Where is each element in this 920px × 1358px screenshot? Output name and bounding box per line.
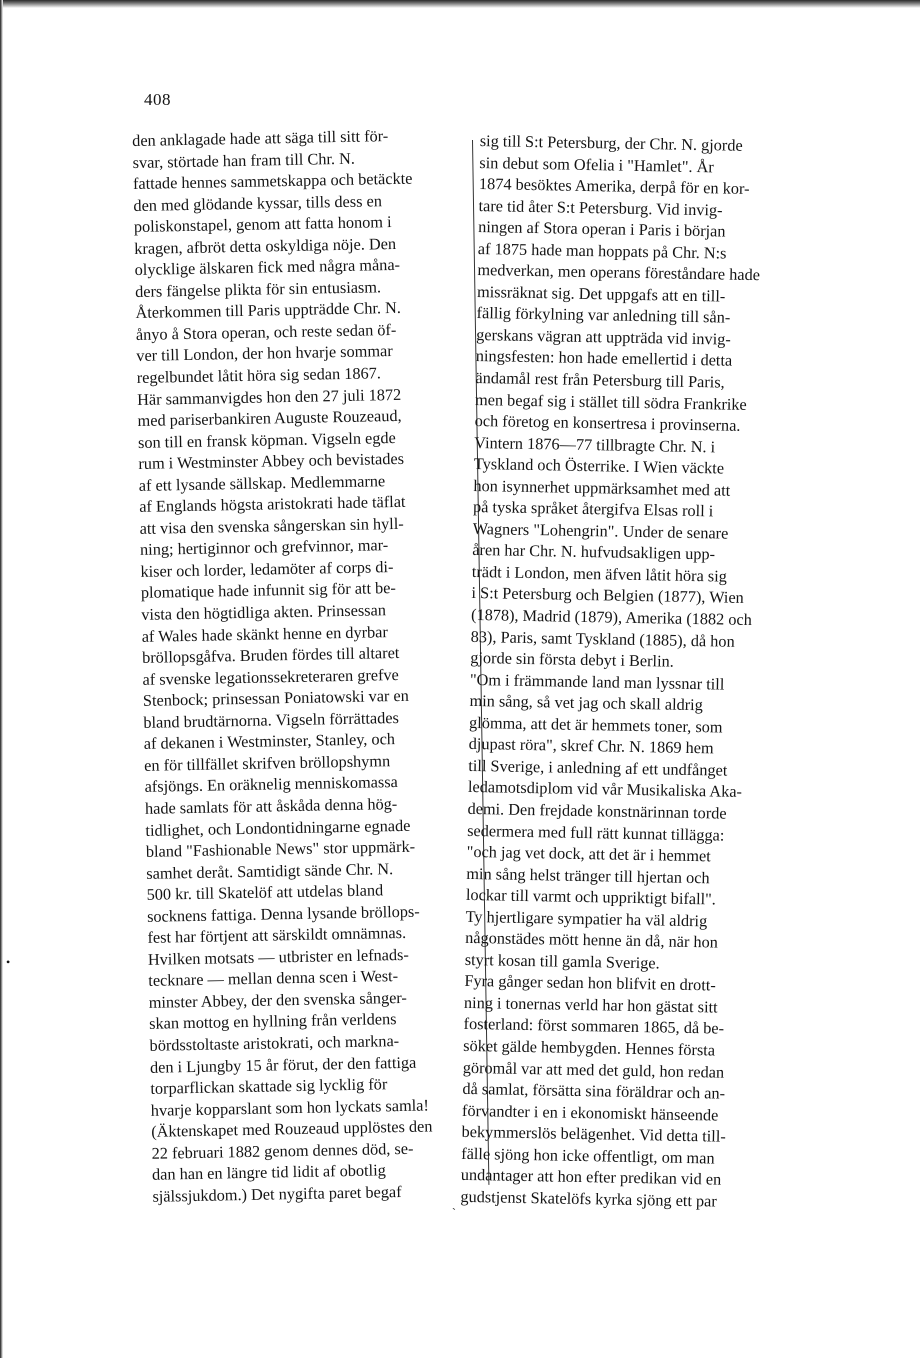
left-column-line: bland brudtärnorna. Vigseln förrättades bbox=[143, 707, 400, 732]
left-column-line: 22 februari 1882 genom dennes död, se- bbox=[151, 1138, 414, 1163]
right-column-line: glömma, att det är hemmets toner, som bbox=[468, 712, 723, 737]
left-column-line: med pariserbankiren Auguste Rouzeaud, bbox=[137, 405, 402, 431]
right-column-line: Vintern 1876—77 tillbragte Chr. N. i bbox=[474, 432, 716, 457]
right-column-line: i S:t Petersburg och Belgien (1877), Wien bbox=[471, 583, 744, 608]
left-column-line: af Englands högsta aristokrati hade täflat bbox=[139, 492, 406, 517]
right-column-line: ändamål rest från Petersburg till Paris, bbox=[475, 367, 725, 392]
left-column-line: (Äktenskapet med Rouzeaud upplöstes den bbox=[151, 1116, 433, 1141]
left-column-line: olycklige älskaren fick med några måna- bbox=[134, 255, 401, 280]
margin-ink-mark: • bbox=[6, 955, 11, 969]
left-column-line: Återkommen till Paris uppträdde Chr. N. bbox=[135, 298, 402, 323]
right-column-line: fälle sjöng hon icke offentligt, om man bbox=[461, 1143, 715, 1168]
right-column-line: gudstjenst Skatelöfs kyrka sjöng ett par bbox=[460, 1186, 717, 1211]
right-column-line: på tyska språket återgifva Elsas roll i bbox=[472, 497, 714, 521]
right-column-line: missräknat sig. Det uppgafs att en till- bbox=[476, 281, 726, 306]
right-column-line: ningen af Stora operan i Paris i början bbox=[478, 217, 726, 241]
left-column-line: kragen, afbröt detta oskyldiga nöje. Den bbox=[134, 233, 397, 258]
right-column-line: djupast röra", skref Chr. N. 1869 hem bbox=[468, 734, 714, 758]
left-column-line: rum i Westminster Abbey och bevistades bbox=[138, 449, 405, 474]
left-column-line: ånyo å Stora operan, och reste sedan öf- bbox=[135, 319, 397, 344]
right-column-line: fällig förkylning var anledning till sån- bbox=[476, 303, 731, 327]
left-column-line: den med glödande kyssar, tills dess en bbox=[133, 190, 383, 215]
right-column-line: sin debut som Ofelia i "Hamlet". År bbox=[479, 152, 714, 176]
right-column-line: "och jag vet dock, att det är i hemmet bbox=[466, 841, 711, 866]
left-column-line: Hvilken motsats — utbrister en lefnads- bbox=[147, 944, 409, 969]
right-column-line: gjorde sin första debyt i Berlin. bbox=[470, 648, 674, 671]
left-column-line: tecknare — mellan denna scen i West- bbox=[148, 966, 399, 991]
right-column-line: medverkan, men operans föreståndare hade bbox=[477, 260, 761, 285]
left-column-line: son till en fransk köpman. Vigseln egde bbox=[137, 427, 396, 452]
left-column-line: att visa den svenska sångerskan sin hyll- bbox=[139, 513, 404, 538]
left-column-line: minster Abbey, der den svenska sånger- bbox=[148, 987, 408, 1012]
right-column-line: ning i tonernas verld har hon gästat sitt bbox=[463, 992, 718, 1017]
right-column-line: lockar till varmt och uppriktigt bifall". bbox=[465, 885, 717, 909]
right-column-line: gerskans vägran att uppträda vid invig- bbox=[476, 324, 731, 349]
right-column-line: demi. Den frejdade konstnärinnan torde bbox=[467, 798, 727, 823]
left-column-line: Här sammanvigdes hon den 27 juli 1872 bbox=[136, 384, 402, 409]
left-column-line: af ett lysande sällskap. Medlemmarne bbox=[138, 470, 386, 495]
left-column-line: regelbundet låtit höra sig sedan 1867. bbox=[136, 363, 382, 387]
bottom-ink-mark: ˴ bbox=[452, 1200, 456, 1214]
left-text-column bbox=[132, 124, 491, 1208]
left-column-line: poliskonstapel, genom att fatta honom i bbox=[133, 212, 392, 237]
left-column-line: socknens fattiga. Denna lysande bröllops- bbox=[146, 901, 420, 926]
left-column-line: af svenske legationssekreteraren grefve bbox=[142, 664, 399, 689]
right-column-line: ledamotsdiplom vid vår Musikaliska Aka- bbox=[467, 777, 743, 802]
left-column-line: bland "Fashionable News" stor uppmärk- bbox=[145, 836, 416, 861]
left-column-line: skan mottog en hyllning från verldens bbox=[148, 1009, 397, 1034]
left-column-line: bördsstoltaste aristokrati, och markna- bbox=[149, 1031, 400, 1055]
scan-left-edge bbox=[0, 0, 3, 1358]
left-column-line: den i Ljungby 15 år förut, der den fattiga bbox=[149, 1052, 417, 1077]
left-column-line: bröllopsgåfva. Bruden fördes till altaret bbox=[141, 643, 400, 668]
left-column-line: hvarje kopparslant som hon lyckats samla! bbox=[150, 1095, 430, 1120]
right-column-line: någonstädes mött henne än då, när hon bbox=[465, 928, 719, 952]
left-column-line: fest har förtjent att särskildt omnämnas. bbox=[147, 923, 407, 948]
right-column-line: tare tid åter S:t Petersburg. Vid invig- bbox=[478, 195, 723, 220]
right-column-line: min sång helst tränger till hjertan och bbox=[466, 863, 710, 887]
right-column-line: förvandter i en i ekonomiskt hänseende bbox=[461, 1100, 719, 1125]
right-column-line: men begaf sig i stället till södra Frankrike bbox=[474, 389, 747, 414]
right-column-line: Wagners "Lohengrin". Under de senare bbox=[472, 518, 729, 543]
left-column-line: kiser och lorder, ledamöter af corps di- bbox=[140, 557, 394, 581]
right-column-line: sedermera med full rätt kunnat tillägga: bbox=[466, 820, 725, 845]
left-column-line: ning; hertiginnor och grefvinnor, mar- bbox=[139, 535, 389, 560]
right-column-line: Fyra gånger sedan hon blifvit en drott- bbox=[464, 971, 716, 995]
right-column-line: göromål var att med det guld, hon redan bbox=[462, 1057, 725, 1082]
right-column-line: söket gälde hembygden. Hennes första bbox=[463, 1035, 716, 1060]
right-column-line: till Sverige, i anledning af ett undfånget bbox=[468, 755, 728, 780]
left-column-line: torparflickan skattade sig lycklig för bbox=[150, 1074, 388, 1098]
right-column-line: bekymmerslös belägenhet. Vid detta till- bbox=[461, 1121, 726, 1146]
left-column-line: tidlighet, och Londontidningarne egnade bbox=[145, 815, 411, 840]
left-column-line: plomatique hade infunnit sig för att be- bbox=[140, 578, 397, 603]
right-column-line: då samlat, försätta sina föräldrar och an- bbox=[462, 1078, 726, 1103]
left-column-line: dan han en längre tid lidit af obotlig bbox=[151, 1160, 386, 1185]
right-column-line: 1874 besöktes Amerika, derpå för en kor- bbox=[478, 174, 750, 199]
right-column-line: och företog en konsertresa i provinserna. bbox=[474, 411, 741, 435]
right-column-line: hon isynnerhet uppmärksamhet med att bbox=[473, 475, 731, 500]
left-column-line: 500 kr. till Skatelöf att utdelas bland bbox=[146, 880, 384, 904]
right-column-line: min sång, så vet jag och skall aldrig bbox=[469, 691, 703, 715]
left-column-line: den anklagade hade att säga till sitt för- bbox=[132, 126, 389, 150]
right-text-column bbox=[460, 130, 810, 1213]
page-number: 408 bbox=[144, 90, 171, 109]
right-column-line: styrt kosan till gamla Sverige. bbox=[464, 949, 660, 973]
left-column-line: ders fängelse plikta för sin entusiasm. bbox=[134, 277, 382, 301]
left-column-line: af Wales hade skänkt henne en dyrbar bbox=[141, 621, 388, 646]
right-column-line: "Om i främmande land man lyssnar till bbox=[469, 669, 725, 694]
left-column-line: Stenbock; prinsessan Poniatowski var en bbox=[142, 686, 409, 711]
left-column-line: hade samlats för att åskåda denna hög- bbox=[144, 793, 398, 818]
right-column-line: ningsfesten: hon hade emellertid i detta bbox=[475, 346, 733, 371]
left-column-line: samhet deråt. Samtidigt sände Chr. N. bbox=[146, 858, 394, 883]
right-column-line: fosterland: först sommaren 1865, då be- bbox=[463, 1014, 725, 1039]
right-column-line: undantager att hon efter predikan vid en bbox=[460, 1165, 722, 1189]
right-column-line: af 1875 hade man hoppats på Chr. N:s bbox=[477, 238, 727, 263]
left-column-line: vista den högtidliga akten. Prinsessan bbox=[141, 600, 387, 624]
left-column-line: svar, störtade han fram till Chr. N. bbox=[132, 148, 356, 172]
left-column-line: en för tillfället skrifven bröllopshymn bbox=[144, 751, 391, 775]
right-column-line: 83), Paris, samt Tyskland (1885), då hon bbox=[470, 626, 735, 651]
scan-top-edge bbox=[0, 0, 920, 8]
left-column-line: fattade hennes sammetskappa och betäckte bbox=[132, 168, 413, 194]
right-column-line: sig till S:t Petersburg, der Chr. N. gjorde bbox=[479, 130, 743, 155]
right-column-line: Tyskland och Österrike. I Wien väckte bbox=[473, 454, 725, 478]
left-column-line: af dekanen i Westminster, Stanley, och bbox=[143, 729, 396, 754]
left-column-line: själssjukdom.) Det nygifta paret begaf bbox=[152, 1181, 402, 1206]
left-column-line: ver till London, der hon hvarje sommar bbox=[136, 341, 393, 366]
left-column-line: afsjöngs. En oräknelig menniskomassa bbox=[144, 772, 398, 797]
right-column-line: trädt i London, men äfven låtit höra sig bbox=[471, 561, 728, 586]
right-column-line: (1878), Madrid (1879), Amerika (1882 och bbox=[470, 604, 753, 630]
right-column-line: Ty hjertligare sympatier ha väl aldrig bbox=[465, 906, 708, 930]
right-column-line: åren har Chr. N. hufvudsakligen upp- bbox=[472, 540, 716, 564]
